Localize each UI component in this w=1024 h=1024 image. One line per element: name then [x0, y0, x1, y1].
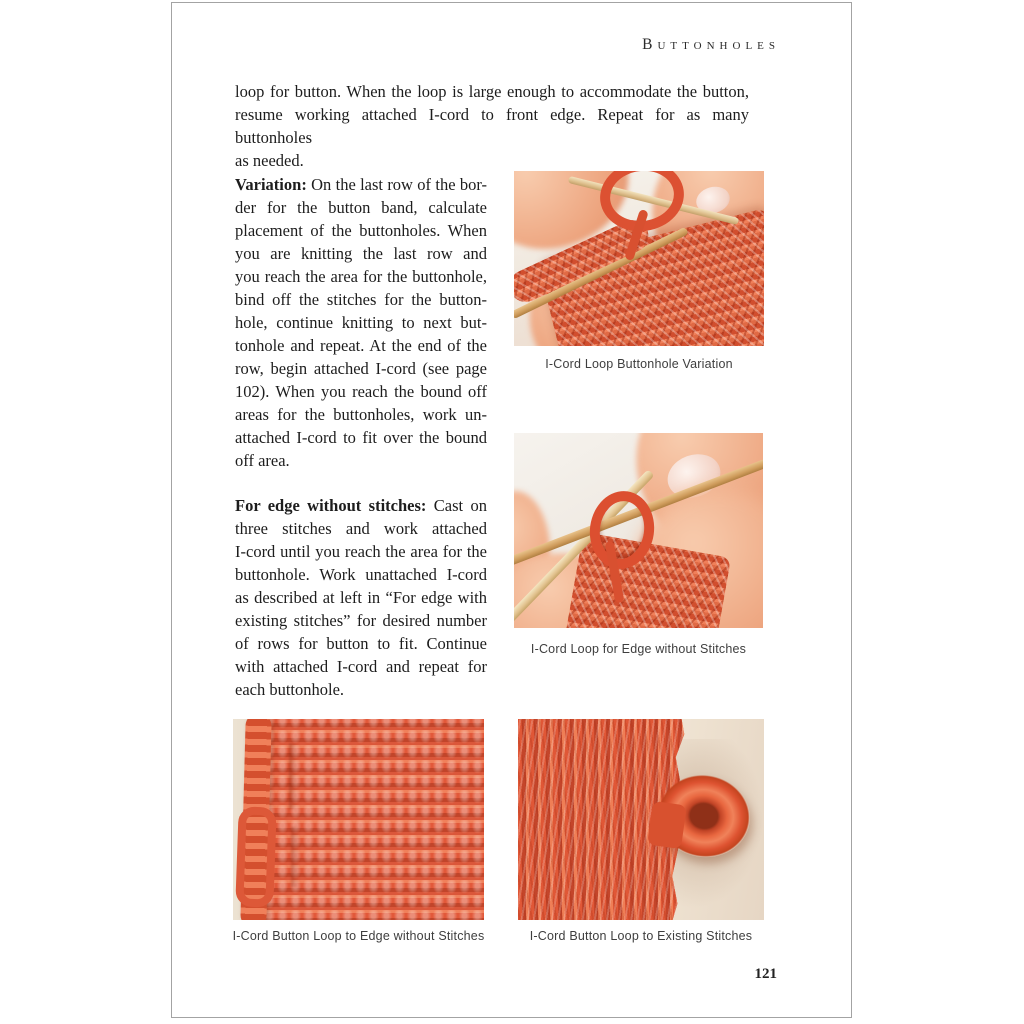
text-line: bind off the stitches for the button- — [235, 290, 487, 309]
paragraph-for-edge-without-stitches — [235, 494, 487, 701]
text-line: with attached I-cord and repeat for — [235, 657, 487, 676]
text-line: resume working attached I-cord to front edge. Repeat for as many buttonholes — [235, 105, 749, 147]
text-line: as described at left in “For edge with — [235, 588, 487, 607]
text-line: tonhole and repeat. At the end of the — [235, 336, 487, 355]
loop-join — [647, 801, 687, 849]
text-line: buttonhole. Work unattached I-cord — [235, 565, 487, 584]
text-line: off area. — [235, 451, 290, 470]
text-line: existing stitches” for desired number — [235, 611, 487, 630]
figure-caption: I-Cord Button Loop to Existing Stitches — [529, 929, 753, 943]
text-line: each buttonhole. — [235, 680, 345, 699]
text-line: three stitches and work attached — [235, 519, 487, 538]
text-line: attached I-cord to fit over the bound — [235, 428, 487, 447]
intro-paragraph — [235, 80, 749, 172]
text-line: Variation: On the last row of the bor- — [235, 175, 487, 194]
icord-button-loop — [235, 806, 276, 907]
page-number: 121 — [754, 966, 777, 982]
text-line: as needed. — [235, 151, 304, 170]
text-line: row, begin attached I-cord (see page — [235, 359, 487, 378]
paragraph-variation — [235, 173, 487, 472]
text-line: For edge without stitches: Cast on — [235, 496, 487, 515]
book-page — [171, 2, 852, 1018]
figure-caption: I-Cord Loop for Edge without Stitches — [530, 642, 747, 656]
figure-button-loop-existing-stitches — [518, 719, 764, 943]
running-head: Buttonholes — [642, 36, 780, 53]
text-line: hole, continue knitting to next but- — [235, 313, 487, 332]
figure-button-loop-edge-without-stitches — [233, 719, 484, 943]
fabric-crease-shadow — [291, 827, 299, 887]
text-line: of rows for button to fit. Continue — [235, 634, 487, 653]
text-line: you reach the area for the buttonhole, — [235, 267, 487, 286]
photo-stockinette-fabric-button-loop — [518, 719, 764, 920]
text-line: I-cord until you reach the area for the — [235, 542, 487, 561]
figure-icord-loop-variation — [514, 171, 764, 371]
text-line: placement of the buttonholes. When — [235, 221, 487, 240]
photo-garter-fabric-icord-edge — [233, 719, 484, 920]
text-line: der for the button band, calculate — [235, 198, 487, 217]
figure-icord-loop-edge-without-stitches — [514, 433, 763, 656]
text-line: loop for button. When the loop is large enough to accommodate the button, — [235, 82, 749, 101]
text-line: you are knitting the last row and — [235, 244, 487, 263]
photo-hands-knitting-icord-loop — [514, 171, 764, 346]
figure-caption: I-Cord Loop Buttonhole Variation — [545, 357, 733, 371]
text-line: areas for the buttonholes, work un- — [235, 405, 487, 424]
text-line: 102). When you reach the bound off — [235, 382, 487, 401]
photo-crossed-needles-icord-loop — [514, 433, 763, 628]
fabric-crease-shadow — [289, 743, 297, 809]
figure-caption: I-Cord Button Loop to Edge without Stitches — [232, 929, 485, 943]
